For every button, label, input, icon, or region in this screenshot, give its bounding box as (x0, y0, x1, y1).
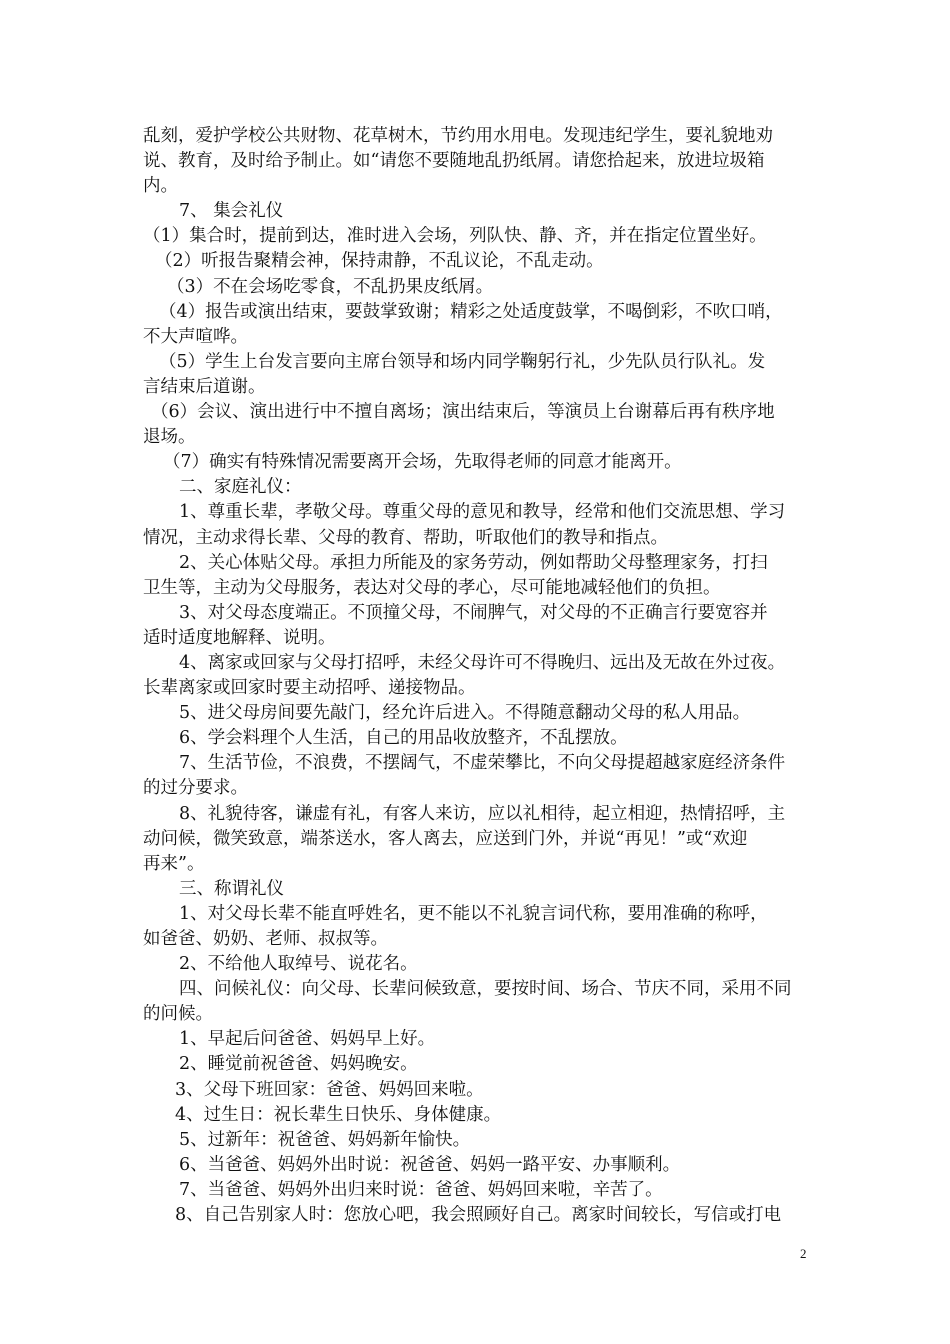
text-line: 7、当爸爸、妈妈外出归来时说：爸爸、妈妈回来啦，辛苦了。 (179, 1179, 663, 1200)
text-line: 3、父母下班回家：爸爸、妈妈回来啦。 (175, 1079, 484, 1100)
text-line: 再来”。 (143, 853, 205, 874)
text-line: 如爸爸、奶奶、老师、叔叔等。 (143, 929, 388, 949)
text-line: 2、睡觉前祝爸爸、妈妈晚安。 (179, 1054, 418, 1075)
text-line: 2、关心体贴父母。承担力所能及的家务劳动，例如帮助父母整理家务，打扫 (179, 552, 768, 573)
text-line: 长辈离家或回家时要主动招呼、递接物品。 (143, 678, 476, 699)
text-line: （1）集合时，提前到达，准时进入会场，列队快、静、齐，并在指定位置坐好。 (143, 226, 767, 247)
text-line: 5、进父母房间要先敲门，经允许后进入。不得随意翻动父母的私人用品。 (179, 703, 751, 724)
text-line: 动问候，微笑致意，端茶送水，客人离去，应送到门外，并说“再见！”或“欢迎 (143, 828, 748, 849)
text-line: 6、当爸爸、妈妈外出时说：祝爸爸、妈妈一路平安、办事顺利。 (179, 1154, 681, 1175)
text-line: （5）学生上台发言要向主席台领导和场内同学鞠躬行礼，少先队员行队礼。发 (159, 351, 766, 372)
text-line: 不大声喧哗。 (143, 326, 248, 347)
text-line: 4、过生日：祝长辈生日快乐、身体健康。 (175, 1104, 502, 1125)
text-line: 3、对父母态度端正。不顶撞父母，不闹脾气，对父母的不正确言行要宽容并 (179, 602, 768, 623)
text-line: 1、尊重长辈，孝敬父母。尊重父母的意见和教导，经常和他们交流思想、学习 (179, 502, 786, 523)
text-line: （3）不在会场吃零食，不乱扔果皮纸屑。 (167, 276, 494, 297)
text-line: 三、称谓礼仪 (179, 878, 284, 899)
text-line: 1、早起后问爸爸、妈妈早上好。 (179, 1029, 436, 1050)
text-line: 情况，主动求得长辈、父母的教育、帮助，听取他们的教导和指点。 (143, 527, 668, 548)
text-line: 6、学会料理个人生活，自己的用品收放整齐，不乱摆放。 (179, 728, 628, 749)
text-line: 退场。 (143, 427, 196, 448)
text-line: 5、过新年：祝爸爸、妈妈新年愉快。 (179, 1129, 471, 1150)
text-line: 的过分要求。 (143, 778, 248, 799)
text-line: 四、问候礼仪：向父母、长辈问候致意，要按时间、场合、节庆不同，采用不同 (179, 979, 792, 1000)
text-line: 2、不给他人取绰号、说花名。 (179, 954, 418, 975)
text-line: 7、生活节俭，不浪费，不摆阔气，不虚荣攀比，不向父母提超越家庭经济条件 (179, 753, 786, 774)
body-text (143, 124, 811, 1228)
text-line: （4）报告或演出结束，要鼓掌致谢；精彩之处适度鼓掌，不喝倒彩，不吹口哨， (159, 301, 783, 322)
text-line: 7、 集会礼仪 (179, 201, 284, 222)
page-number: 2 (800, 1246, 807, 1261)
text-line: 8、自己告别家人时：您放心吧，我会照顾好自己。离家时间较长，写信或打电 (175, 1205, 782, 1226)
text-line: （2）听报告聚精会神，保持肃静，不乱议论，不乱走动。 (155, 251, 604, 272)
text-line: 4、离家或回家与父母打招呼，未经父母许可不得晚归、远出及无故在外过夜。 (179, 652, 786, 673)
text-line: （7）确实有特殊情况需要离开会场，先取得老师的同意才能离开。 (163, 452, 682, 473)
text-line: 8、礼貌待客，谦虚有礼，有客人来访，应以礼相待，起立相迎，热情招呼，主 (179, 803, 786, 824)
text-line: 说、教育，及时给予制止。如“请您不要随地乱扔纸屑。请您拾起来，放进垃圾箱 (143, 151, 765, 172)
text-line: 内。 (143, 176, 178, 197)
text-line: 乱刻，爱护学校公共财物、花草树木，节约用水用电。发现违纪学生，要礼貌地劝 (143, 126, 773, 146)
text-line: 的问候。 (143, 1004, 213, 1025)
text-line: 言结束后道谢。 (143, 376, 266, 397)
text-line: （6）会议、演出进行中不擅自离场；演出结束后，等演员上台谢幕后再有秩序地 (151, 402, 775, 423)
text-line: 二、家庭礼仪： (179, 477, 302, 498)
text-line: 卫生等，主动为父母服务，表达对父母的孝心，尽可能地减轻他们的负担。 (143, 577, 721, 598)
text-line: 适时适度地解释、说明。 (143, 627, 336, 648)
text-line: 1、对父母长辈不能直呼姓名，更不能以不礼貌言词代称，要用准确的称呼， (179, 903, 768, 924)
